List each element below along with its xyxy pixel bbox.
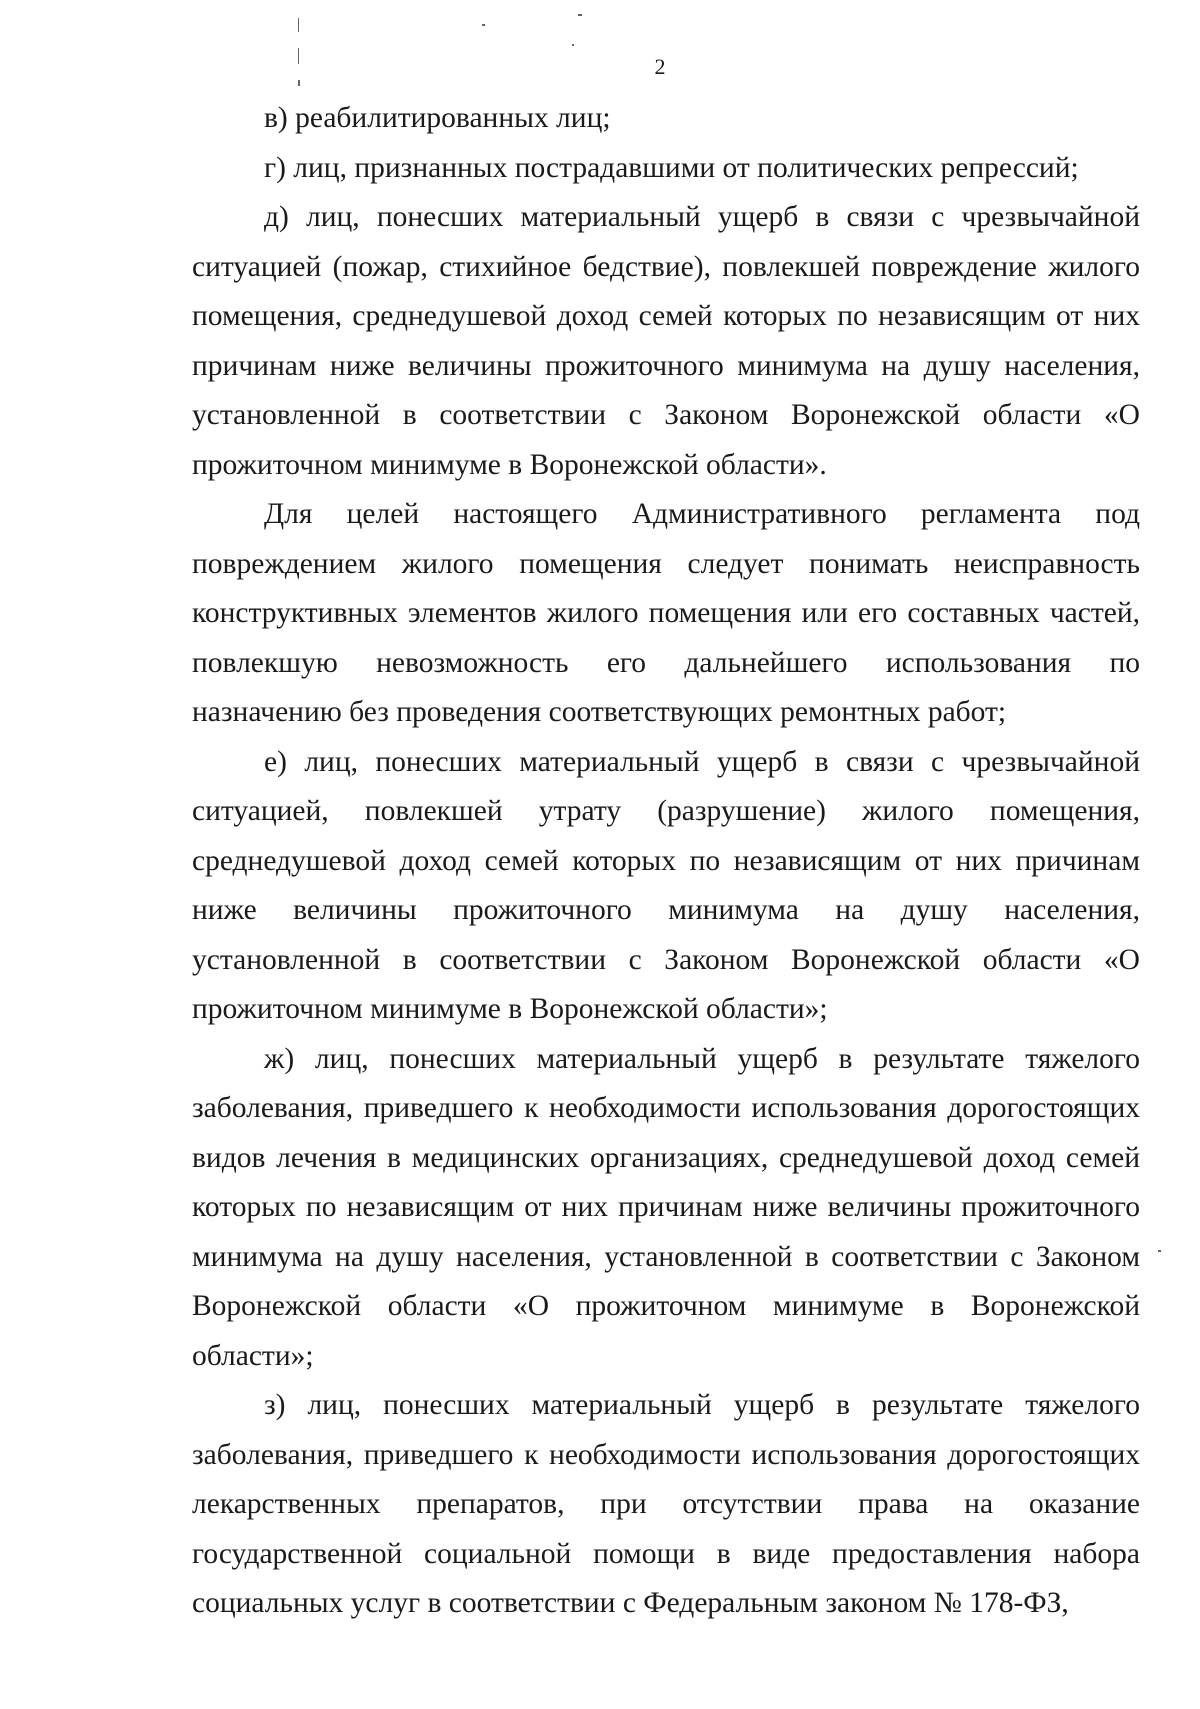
paragraph-e: е) лиц, понесших материальный ущерб в связи с чрезвычайной ситуацией, повлекшей утрату (разрушение) жилого помещения, среднедушевой доход семей которых по независящим от них причинам ниже величины прожиточного минимума на душу населения, установленной в соответствии с Законом Воронежской области «О прожиточном минимуме в Воронежской области»;	[192, 745, 1140, 1025]
scan-speck	[572, 44, 574, 46]
paragraph-zh: ж) лиц, понесших материальный ущерб в результате тяжелого заболевания, приведшего к необходимости использования дорогостоящих видов лечения в медицинских организациях, среднедушевой доход семей которых по независящим от них причинам ниже величины прожиточного минимума на душу населения, установленной в соответствии с Законом Воронежской области «О прожиточном минимуме в Воронежской области»;	[192, 1042, 1140, 1372]
paragraph-v: в) реабилитированных лиц;	[264, 102, 611, 134]
paragraph-g: г) лиц, признанных пострадавшими от политических репрессий;	[264, 151, 1079, 184]
scan-speck	[298, 18, 299, 32]
scan-speck	[298, 80, 300, 86]
paragraph-z: з) лиц, понесших материальный ущерб в результате тяжелого заболевания, приведшего к необходимости использования дорогостоящих лекарственных препаратов, при отсутствии права на оказание государственной социальной помощи в виде предоставления набора социальных услуг в соответствии с Федеральным законом № 178-ФЗ,	[192, 1389, 1140, 1619]
scan-speck	[482, 24, 485, 26]
scan-speck	[1158, 1250, 1161, 1252]
scan-speck	[578, 14, 582, 16]
page-number: 2	[654, 54, 666, 79]
document-body	[192, 94, 1140, 1629]
paragraph-d: д) лиц, понесших материальный ущерб в связи с чрезвычайной ситуацией (пожар, стихийное бедствие), повлекшей повреждение жилого помещения, среднедушевой доход семей которых по независящим от них причинам ниже величины прожиточного минимума на душу населения, установленной в соответствии с Законом Воронежской области «О прожиточном минимуме в Воронежской области».	[192, 201, 1140, 481]
paragraph-definition: Для целей настоящего Административного регламента под повреждением жилого помещения следует понимать неисправность конструктивных элементов жилого помещения или его составных частей, повлекшую невозможность его дальнейшего использования по назначению без проведения соответствующих ремонтных работ;	[192, 498, 1140, 728]
